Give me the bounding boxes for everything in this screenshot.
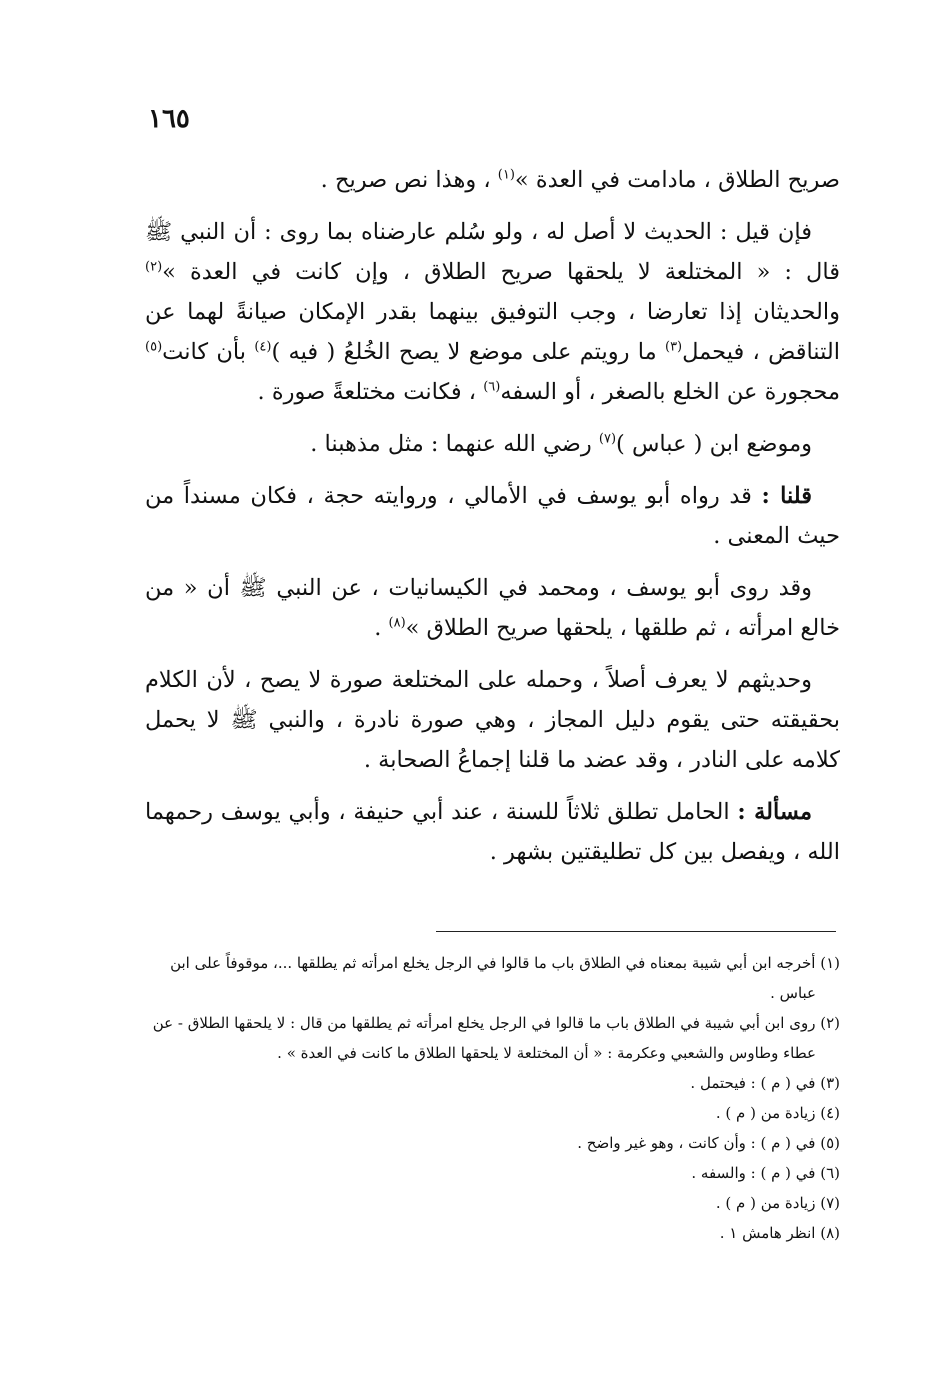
footnote-ref: (٨) [388,615,406,631]
footnote-7: (٧) زيادة من ( م ) . [715,1194,840,1212]
text: وحديثهم لا يعرف أصلاً ، وحمله على المختلعة صورة لا يصح ، لأن الكلام بحقيقته حتى يقوم دليل المجاز ، وهي صورة نادرة ، والنبي ﷺ لا يحمل كلامه على النادر ، وقد عضد ما قلنا إجماعُ الصحابة . [145,667,840,773]
footnote-3: (٣) في ( م ) : فيحتمل . [690,1074,840,1092]
footnote-4: (٤) زيادة من ( م ) . [715,1104,840,1122]
footnote-ref: (٦) [483,379,501,395]
paragraph-5 [145,568,840,648]
paragraph-3 [145,424,840,464]
footnote-ref: (٥) [145,339,163,355]
text: فإن قيل : الحديث لا أصل له ، ولو سُلم عارضناه بما روى : أن النبي ﷺ قال : « المختلعة لا يلحقها صريح الطلاق ، وإن كانت في العدة » [145,219,840,285]
text: ما رويتم على موضع لا يصح الخُلعُ ( فيه ) [271,339,665,365]
footnote-1-continued: عباس . [770,984,816,1002]
paragraph-6 [145,660,840,780]
footnote-1: (١) أخرجه ابن أبي شيبة بمعناه في الطلاق باب ما قالوا في الرجل يخلع امرأته ثم يطلقها ...، موقوفاً على ابن [170,954,840,972]
footnote-2-continued: عطاء وطاوس والشعبي وعكرمة : « أن المختلعة لا يلحقها الطلاق ما كانت في العدة » . [277,1044,816,1062]
text: الحامل تطلق ثلاثاً للسنة ، عند أبي حنيفة ، وأبي يوسف رحمهما الله ، ويفصل بين كل تطليقتين بشهر . [145,799,840,865]
footnote-2: (٢) روى ابن أبي شيبة في الطلاق باب ما قالوا في الرجل يخلع امرأته ثم يطلقها من قال : لا يلحقها الطلاق - عن [152,1014,840,1032]
paragraph-4 [145,476,840,556]
footnote-separator [436,931,836,932]
page-number: ١٦٥ [148,104,190,134]
text: بأن كانت [162,339,255,365]
main-text [145,160,840,884]
text: وموضع ابن ( عباس ) [616,431,812,457]
footnote-8: (٨) انظر هامش ١ . [719,1224,840,1242]
text: رضي الله عنهما : مثل مذهبنا . [310,431,599,457]
footnote-6: (٦) في ( م ) : والسفه . [691,1164,840,1182]
text: والحديثان إذا تعارضا ، وجب التوفيق بينهما بقدر الإمكان صيانةً لهما عن التناقض ، فيحمل [145,299,840,365]
paragraph-2 [145,212,840,412]
text: وقد روى أبو يوسف ، ومحمد في الكيسانيات ، عن النبي ﷺ أن « من خالع امرأته ، ثم طلقها ، يلحقها صريح الطلاق » [145,575,840,641]
paragraph-7 [145,792,840,872]
text: محجورة عن الخلع بالصغر ، أو السفه [500,379,840,405]
footnote-5: (٥) في ( م ) : وأن كانت ، وهو غير واضح . [577,1134,840,1152]
footnote-ref: (٧) [598,431,617,447]
heading-qulna: قلنا : [761,483,812,509]
text: ، وهذا نص صريح . [320,167,498,193]
footnote-ref: (٢) [145,259,163,275]
footnote-ref: (٣) [664,339,683,355]
text: صريح الطلاق ، مادامت في العدة » [514,167,840,193]
footnote-ref: (١) [497,167,515,183]
footnotes [145,948,840,1248]
text: ، فكانت مختلعةً صورة . [257,379,484,405]
text: . [374,615,389,641]
text: قد رواه أبو يوسف في الأمالي ، وروايته حجة ، فكان مسنداً من حيث المعنى . [145,483,840,549]
footnote-ref: (٤) [254,339,272,355]
paragraph-1 [145,160,840,200]
heading-masala: مسألة : [737,799,813,825]
